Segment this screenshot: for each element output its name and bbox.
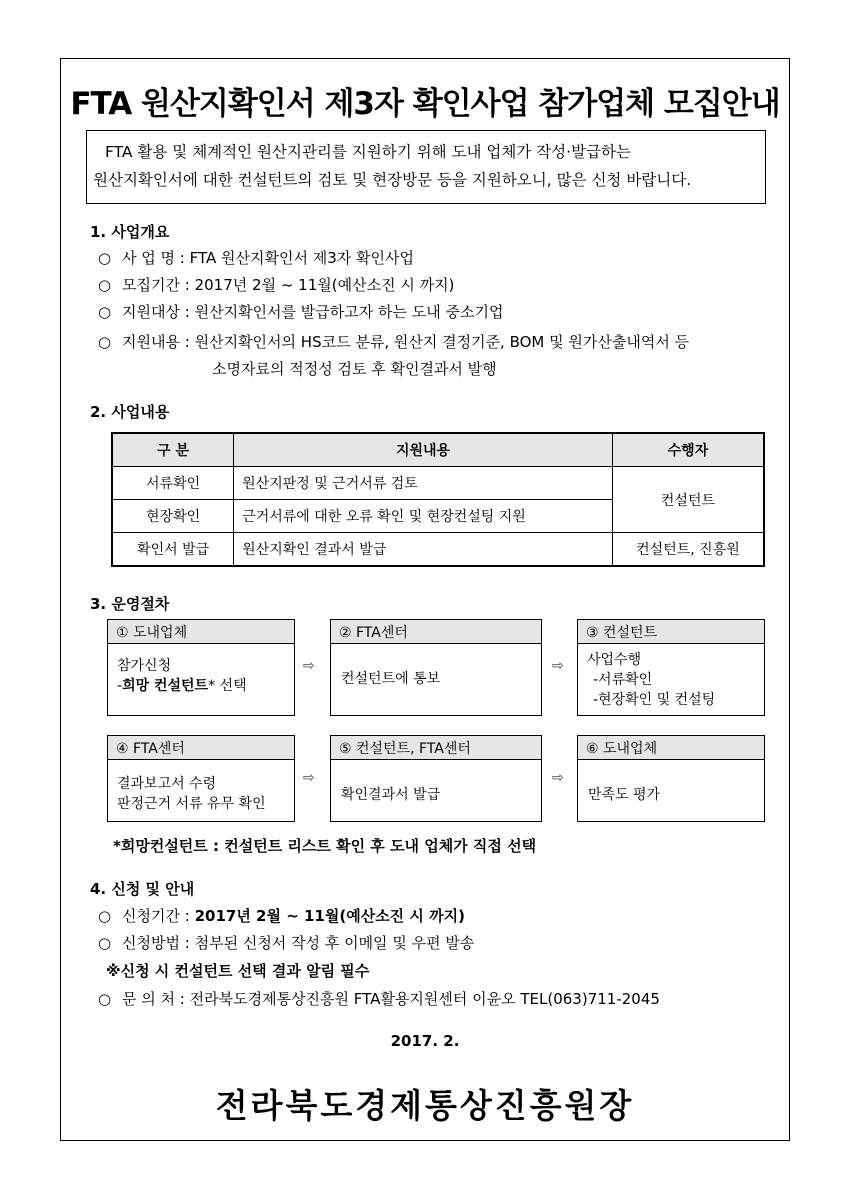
row-performer: 컨설턴트, 진흥원 (612, 533, 764, 567)
contact-item (98, 988, 660, 1009)
step-line: 결과보고서 수령 (117, 776, 217, 792)
arrow-right-icon: ⇨ (552, 658, 564, 674)
colon: : (184, 907, 190, 925)
step-title-6: ⑥ 도내업체 (577, 735, 765, 760)
item-label: 문 의 처 (122, 990, 176, 1008)
apply-item (98, 932, 474, 953)
step-body-4 (117, 774, 266, 814)
step-line: -현장확인 및 컨설팅 (593, 692, 716, 708)
row-content: 근거서류에 대한 오류 확인 및 현장컨설팅 지원 (234, 500, 613, 533)
consultant-note: *희망컨설턴트 : 컨설턴트 리스트 확인 후 도내 업체가 직접 선택 (113, 837, 537, 855)
colon: : (184, 276, 190, 294)
arrow-right-icon: ⇨ (303, 770, 315, 786)
table-header-row (112, 433, 764, 467)
intro-box (86, 130, 766, 204)
issuer-signature: 전라북도경제통상진흥원장 (215, 1086, 635, 1125)
row-category: 현장확인 (112, 500, 234, 533)
item-label: 신청방법 (122, 934, 180, 952)
item-label: 지원대상 (122, 303, 180, 321)
overview-item (98, 331, 689, 352)
step-title-4: ④ FTA센터 (107, 735, 295, 760)
section-1-heading: 1. 사업개요 (90, 223, 170, 241)
step-body-6 (588, 785, 660, 805)
row-category: 확인서 발급 (112, 533, 234, 567)
page-title: FTA 원산지확인서 제3자 확인사업 참가업체 모집안내 (70, 86, 780, 122)
section-3-heading: 3. 운영절차 (90, 595, 170, 613)
step-body-1 (117, 656, 247, 696)
step-body-3 (587, 650, 715, 710)
required-notice: ※신청 시 컨설턴트 선택 결과 알림 필수 (106, 962, 370, 980)
item-value: 원산지확인서의 HS코드 분류, 원산지 결정기준, BOM 및 원가산출내역서 등 (194, 333, 690, 351)
item-label: 사 업 명 (122, 249, 176, 267)
document-date: 2017. 2. (390, 1032, 460, 1050)
intro-line-2: 원산지확인서에 대한 컨설턴트의 검토 및 현장방문 등을 지원하오니, 많은 신청 바랍니다. (93, 171, 692, 189)
overview-item (98, 247, 414, 268)
item-value: 2017년 2월 ~ 11월(예산소진 시 까지) (194, 276, 455, 294)
item-value: 원산지확인서를 발급하고자 하는 도내 중소기업 (194, 303, 504, 321)
row-content: 원산지판정 및 근거서류 검토 (234, 467, 613, 500)
colon: : (184, 303, 190, 321)
step-line: 판정근거 서류 유무 확인 (117, 796, 266, 812)
colon: : (184, 934, 190, 952)
header-content: 지원내용 (234, 433, 613, 467)
row-performer: 컨설턴트 (612, 467, 764, 533)
apply-item (98, 905, 465, 926)
content-table (111, 432, 765, 567)
bullet-icon: ○ (98, 303, 112, 321)
step-body-2 (341, 669, 440, 689)
section-2-heading: 2. 사업내용 (90, 403, 170, 421)
item-label: 신청기간 (122, 907, 180, 925)
bullet-icon: ○ (98, 249, 112, 267)
step-line: 컨설턴트에 통보 (341, 671, 441, 687)
intro-line-1: FTA 활용 및 체계적인 원산지관리를 지원하기 위해 도내 업체가 작성·발급하는 (105, 143, 631, 161)
step-line-rest: * 선택 (208, 678, 247, 694)
step-line: 사업수행 (587, 652, 642, 668)
step-title-1: ① 도내업체 (107, 619, 295, 644)
row-category: 서류확인 (112, 467, 234, 500)
step-line: 만족도 평가 (588, 787, 661, 803)
step-line: 확인결과서 발급 (341, 787, 441, 803)
bullet-icon: ○ (98, 333, 112, 351)
overview-item (98, 274, 454, 295)
item-label: 모집기간 (122, 276, 180, 294)
step-line-prefix: - (117, 678, 123, 694)
item-value: 전라북도경제통상진흥원 FTA활용지원센터 이윤오 TEL(063)711-2045 (189, 990, 660, 1008)
step-line: -서류확인 (593, 672, 653, 688)
header-performer: 수행자 (612, 433, 764, 467)
item-value: 2017년 2월 ~ 11월(예산소진 시 까지) (194, 907, 465, 925)
item-value: 첨부된 신청서 작성 후 이메일 및 우편 발송 (194, 934, 475, 952)
step-title-2: ② FTA센터 (330, 619, 542, 644)
step-title-3: ③ 컨설턴트 (577, 619, 765, 644)
table-row (112, 467, 764, 500)
step-body-5 (341, 785, 440, 805)
bullet-icon: ○ (98, 990, 112, 1008)
step-title-5: ⑤ 컨설턴트, FTA센터 (330, 735, 542, 760)
bullet-icon: ○ (98, 907, 112, 925)
header-category: 구 분 (112, 433, 234, 467)
step-line (117, 676, 247, 696)
arrow-right-icon: ⇨ (552, 770, 564, 786)
overview-item (98, 301, 503, 322)
section-4-heading: 4. 신청 및 안내 (90, 880, 195, 898)
colon: : (184, 333, 190, 351)
item-label: 지원내용 (122, 333, 180, 351)
colon: : (179, 990, 185, 1008)
step-line-bold: 희망 컨설턴트 (122, 678, 209, 694)
colon: : (179, 249, 185, 267)
item-value: FTA 원산지확인서 제3자 확인사업 (189, 249, 414, 267)
bullet-icon: ○ (98, 934, 112, 952)
overview-item-continuation: 소명자료의 적정성 검토 후 확인결과서 발행 (212, 360, 497, 378)
bullet-icon: ○ (98, 276, 112, 294)
row-content: 원산지확인 결과서 발급 (234, 533, 613, 567)
step-line: 참가신청 (117, 658, 172, 674)
table-row (112, 533, 764, 567)
arrow-right-icon: ⇨ (303, 658, 315, 674)
